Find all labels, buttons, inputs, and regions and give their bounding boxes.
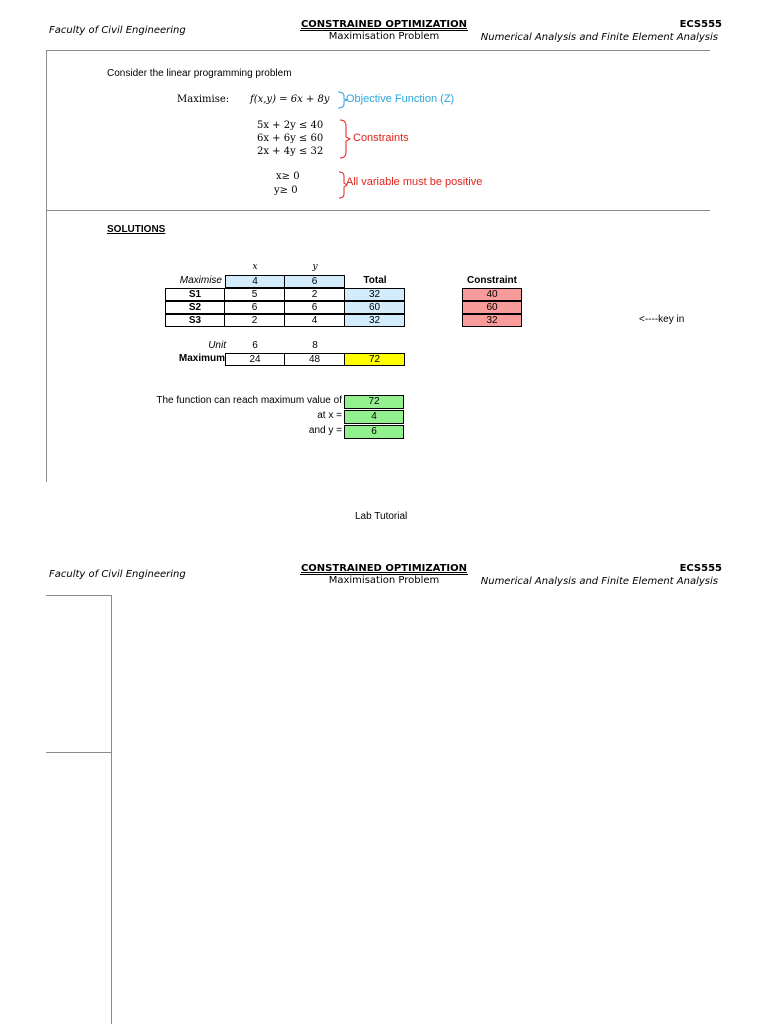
faculty-label: Faculty of Civil Engineering xyxy=(49,25,186,36)
constraint-1: 5x + 2y ≤ 40 xyxy=(257,120,324,131)
nonneg-note: All variable must be positive xyxy=(346,176,483,188)
maximise-y-cell[interactable]: 6 xyxy=(284,275,345,288)
maximum-y-cell[interactable]: 48 xyxy=(284,353,345,366)
faculty-label-2: Faculty of Civil Engineering xyxy=(49,569,186,580)
constraints-bracket xyxy=(338,118,352,160)
page2-divider-top xyxy=(46,595,112,596)
s2-total-cell[interactable]: 60 xyxy=(344,301,405,314)
s2-y-cell[interactable]: 6 xyxy=(284,301,345,314)
page-title: CONSTRAINED OPTIMIZATION xyxy=(300,19,468,30)
title-underline-2 xyxy=(300,574,468,575)
col-header-constraint: Constraint xyxy=(467,275,517,286)
result-text: The function can reach maximum value of xyxy=(156,395,342,406)
s3-y-cell[interactable]: 4 xyxy=(284,314,345,327)
title-underline xyxy=(300,30,468,31)
col-header-y: y xyxy=(312,262,318,272)
and-y-value-cell[interactable]: 6 xyxy=(344,425,404,439)
solutions-heading: SOLUTIONS xyxy=(107,224,166,235)
page-footer: Lab Tutorial xyxy=(355,511,408,522)
course-name: Numerical Analysis and Finite Element Analysis xyxy=(480,32,718,43)
constraint-2: 6x + 6y ≤ 60 xyxy=(257,133,324,144)
page2-divider-middle xyxy=(46,752,112,753)
s3-constraint-cell[interactable]: 32 xyxy=(462,314,522,327)
course-code: ECS555 xyxy=(679,19,722,30)
unit-x: 6 xyxy=(252,340,258,351)
constraints-note: Constraints xyxy=(353,132,409,144)
objective-function: f(x,y) = 6x + 8y xyxy=(250,94,330,105)
divider-middle xyxy=(46,210,710,211)
row-label-s1: S1 xyxy=(165,288,225,301)
unit-label: Unit xyxy=(208,340,226,351)
unit-y: 8 xyxy=(312,340,318,351)
maximum-label: Maximum xyxy=(178,353,225,364)
nonneg-x: x≥ 0 xyxy=(276,171,300,182)
s3-total-cell[interactable]: 32 xyxy=(344,314,405,327)
problem-intro: Consider the linear programming problem xyxy=(107,68,292,79)
page2-divider-vertical xyxy=(111,595,112,1024)
course-code-2: ECS555 xyxy=(679,563,722,574)
s1-constraint-cell[interactable]: 40 xyxy=(462,288,522,301)
page-subtitle: Maximisation Problem xyxy=(328,31,440,42)
nonneg-y: y≥ 0 xyxy=(274,185,298,196)
divider-left xyxy=(46,50,47,482)
at-x-value-cell[interactable]: 4 xyxy=(344,410,404,424)
maximise-row-label: Maximise xyxy=(179,275,222,286)
divider-top xyxy=(46,50,710,51)
col-header-x: x xyxy=(252,262,258,272)
page-title-2: CONSTRAINED OPTIMIZATION xyxy=(300,563,468,574)
s2-constraint-cell[interactable]: 60 xyxy=(462,301,522,314)
col-header-total: Total xyxy=(363,275,387,286)
at-x-label: at x = xyxy=(317,410,342,421)
s1-y-cell[interactable]: 2 xyxy=(284,288,345,301)
and-y-label: and y = xyxy=(308,425,342,436)
result-value-cell[interactable]: 72 xyxy=(344,395,404,409)
row-label-s3: S3 xyxy=(165,314,225,327)
constraint-3: 2x + 4y ≤ 32 xyxy=(257,146,324,157)
objective-note: Objective Function (Z) xyxy=(346,93,455,105)
maximise-label: Maximise: xyxy=(177,94,230,105)
key-in-note: <----key in xyxy=(639,314,685,325)
maximum-x-cell[interactable]: 24 xyxy=(225,353,285,366)
s2-x-cell[interactable]: 6 xyxy=(224,301,285,314)
s1-total-cell[interactable]: 32 xyxy=(344,288,405,301)
s3-x-cell[interactable]: 2 xyxy=(224,314,285,327)
row-label-s2: S2 xyxy=(165,301,225,314)
maximise-x-cell[interactable]: 4 xyxy=(225,275,285,288)
maximum-total-cell[interactable]: 72 xyxy=(344,353,405,366)
s1-x-cell[interactable]: 5 xyxy=(224,288,285,301)
course-name-2: Numerical Analysis and Finite Element Analysis xyxy=(480,576,718,587)
page-subtitle-2: Maximisation Problem xyxy=(328,575,440,586)
